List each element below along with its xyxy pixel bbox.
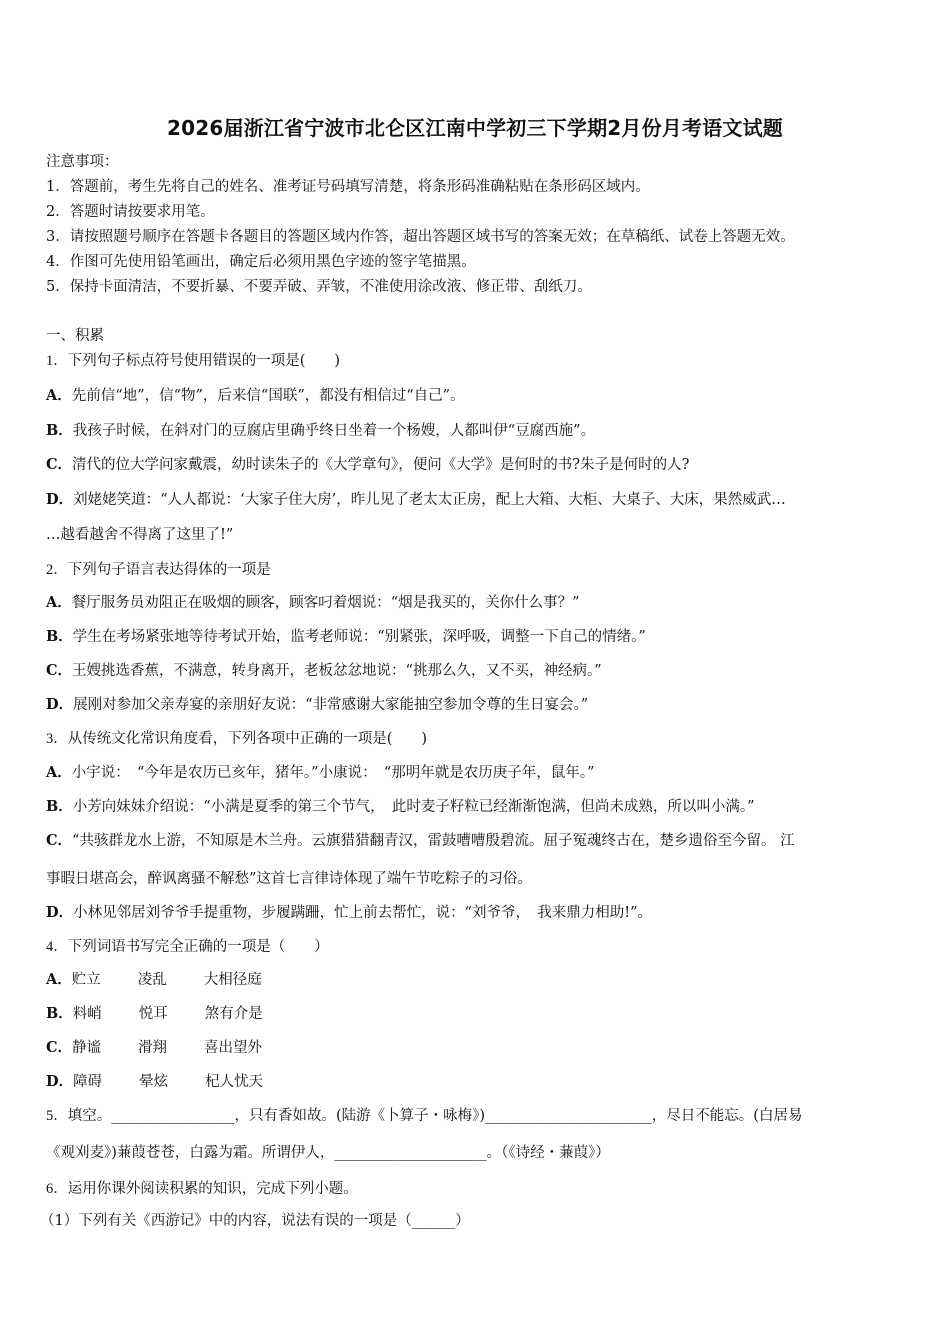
- question-5-line-1: [46, 1106, 910, 1126]
- question-3-option-c: [46, 831, 910, 851]
- question-1-option-c: [46, 455, 910, 475]
- option-text: 王嫂挑选香蕉，不满意，转身离开，老板忿忿地说：“挑那么久，又不买，神经病。”: [72, 663, 602, 679]
- option-label: C．: [46, 662, 73, 679]
- word-2: 凌乱: [137, 972, 167, 988]
- question-6-sub-1: （1）下列有关《西游记》中的内容，说法有误的一项是（______）: [40, 1213, 470, 1229]
- question-6-stem: [46, 1179, 910, 1199]
- question-2-option-c: [46, 661, 910, 681]
- question-text: 下列句子标点符号使用错误的一项是( ): [67, 353, 341, 369]
- notice-item-4: 4．作图可先使用铅笔画出，确定后必须用黑色字迹的签字笔描黑。: [46, 254, 476, 270]
- notice-item-2: 2．答题时请按要求用笔。: [46, 204, 215, 220]
- question-2-option-b: [46, 627, 910, 647]
- question-number: 3．: [46, 731, 68, 747]
- option-text: “共骇群龙水上游，不知原是木兰舟。云旗猎猎翻青汉，雷鼓嘈嘈殷碧流。屈子冤魂终古在，楚乡遗俗至今留。 江: [72, 833, 795, 849]
- question-1-option-d-cont: …越看越舍不得离了这里了!”: [46, 527, 234, 543]
- question-2-stem: [46, 560, 910, 580]
- option-label: C．: [46, 832, 73, 849]
- question-number: 5．: [46, 1108, 68, 1124]
- question-3-option-d: [46, 903, 910, 923]
- word-1: 贮立: [71, 972, 101, 988]
- question-4-option-a: [46, 970, 910, 990]
- question-text: 填空。_________________，只有香如故。(陆游《卜算子・咏梅》)_______________________，尽日不能忘。(白居易: [67, 1108, 803, 1124]
- option-text: 餐厅服务员劝阻正在吸烟的顾客，顾客叼着烟说：“烟是我买的，关你什么事？”: [71, 595, 580, 611]
- option-label: A．: [46, 764, 72, 781]
- option-label: C．: [46, 1039, 73, 1056]
- option-label: B．: [46, 798, 73, 815]
- notice-item-3: 3．请按照题号顺序在答题卡各题目的答题区域内作答，超出答题区域书写的答案无效；在草稿纸、试卷上答题无效。: [46, 229, 795, 245]
- question-3-option-a: [46, 763, 910, 783]
- word-1: 障碍: [73, 1074, 103, 1090]
- option-label: D．: [46, 904, 74, 921]
- option-text: 刘姥姥笑道：“人人都说：‘大家子住大房’，昨儿见了老太太正房，配上大箱、大柜、大桌子、大床，果然威武…: [73, 492, 786, 508]
- option-label: A．: [46, 971, 72, 988]
- word-1: 静谧: [72, 1040, 102, 1056]
- question-text: 下列句子语言表达得体的一项是: [67, 562, 271, 578]
- question-3-option-c-cont: 事暇日堪高会，醉讽离骚不解愁”这首七言律诗体现了端午节吃粽子的习俗。: [46, 871, 532, 887]
- question-number: 1．: [46, 353, 68, 369]
- word-3: 煞有介是: [204, 1006, 263, 1022]
- question-4-option-c: [46, 1038, 910, 1058]
- option-label: D．: [46, 696, 74, 713]
- question-number: 2．: [46, 562, 68, 578]
- word-1: 料峭: [72, 1006, 102, 1022]
- option-text: 我孩子时候，在斜对门的豆腐店里确乎终日坐着一个杨嫂，人都叫伊“豆腐西施”。: [72, 423, 596, 439]
- option-label: B．: [46, 422, 73, 439]
- word-3: 大相径庭: [203, 972, 262, 988]
- word-2: 滑翔: [138, 1040, 168, 1056]
- word-2: 晕炫: [139, 1074, 169, 1090]
- option-label: B．: [46, 1005, 73, 1022]
- question-3-stem: [46, 729, 910, 749]
- option-label: A．: [46, 387, 72, 404]
- question-number: 6．: [46, 1181, 68, 1197]
- question-1-option-d: [46, 490, 910, 510]
- word-3: 喜出望外: [204, 1040, 263, 1056]
- question-text: 下列词语书写完全正确的一项是（ ）: [67, 939, 329, 955]
- option-text: 小宇说： “今年是农历已亥年，猪年。”小康说： “那明年就是农历庚子年，鼠年。”: [71, 765, 595, 781]
- word-2: 悦耳: [138, 1006, 168, 1022]
- question-2-option-d: [46, 695, 910, 715]
- question-4-option-b: [46, 1004, 910, 1024]
- question-1-option-a: [46, 386, 910, 406]
- question-text: 运用你课外阅读积累的知识，完成下列小题。: [67, 1181, 358, 1197]
- question-1-option-b: [46, 421, 910, 441]
- question-3-option-b: [46, 797, 910, 817]
- question-1-stem: [46, 351, 910, 371]
- question-text: 从传统文化常识角度看，下列各项中正确的一项是( ): [67, 731, 428, 747]
- word-3: 杞人忧天: [205, 1074, 264, 1090]
- exam-title: 2026届浙江省宁波市北仑区江南中学初三下学期2月份月考语文试题: [167, 116, 783, 140]
- section-heading: 一、积累: [46, 328, 104, 344]
- option-text: 展刚对参加父亲寿宴的亲朋好友说：“非常感谢大家能抽空参加令尊的生日宴会。”: [73, 697, 589, 713]
- option-text: 小芳向妹妹介绍说：“小满是夏季的第三个节气， 此时麦子籽粒已经渐渐饱满，但尚未成熟，所以叫小满。”: [72, 799, 755, 815]
- question-number: 4．: [46, 939, 68, 955]
- notice-item-5: 5．保持卡面清洁，不要折暴、不要弄破、弄皱，不准使用涂改液、修正带、刮纸刀。: [46, 279, 592, 295]
- option-label: B．: [46, 628, 73, 645]
- notice-item-1: 1．答题前，考生先将自己的姓名、准考证号码填写清楚，将条形码准确粘贴在条形码区域内。: [46, 179, 650, 195]
- option-text: 小林见邻居刘爷爷手提重物，步履蹒跚，忙上前去帮忙，说：“刘爷爷， 我来鼎力相助!”。: [73, 905, 652, 921]
- option-text: 先前信“地”，信“物”，后来信“国联”，都没有相信过“自己”。: [71, 388, 465, 404]
- option-text: 学生在考场紧张地等待考试开始，监考老师说：“别紧张，深呼吸，调整一下自己的情绪。”: [72, 629, 646, 645]
- option-label: D．: [46, 1073, 74, 1090]
- option-label: D．: [46, 491, 74, 508]
- question-2-option-a: [46, 593, 910, 613]
- option-label: C．: [46, 456, 73, 473]
- option-text: 清代的位大学问家戴震，幼时读朱子的《大学章句》，便问《大学》是何时的书?朱子是何时的人?: [72, 457, 690, 473]
- question-4-stem: [46, 937, 910, 957]
- question-5-line-2: 《观刈麦》)蒹葭苍苍，白露为霜。所谓伊人，_____________________。（《诗经・蒹葭》）: [46, 1145, 610, 1161]
- notice-heading: 注意事项：: [46, 154, 119, 170]
- option-label: A．: [46, 594, 72, 611]
- question-4-option-d: [46, 1072, 910, 1092]
